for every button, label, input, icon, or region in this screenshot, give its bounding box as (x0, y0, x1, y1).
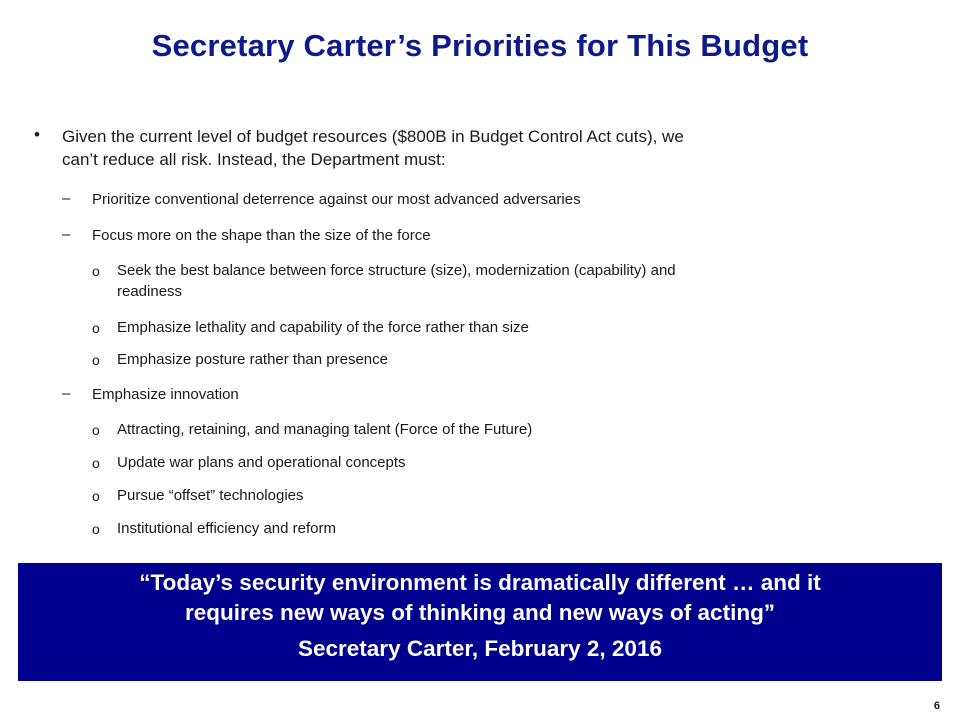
quote-line-2: requires new ways of thinking and new ways of acting” (184, 600, 776, 625)
priority-item: Prioritize conventional deterrence against our most advanced adversaries (92, 191, 581, 208)
intro-bullet (62, 125, 942, 171)
quote-box (18, 563, 942, 681)
circle-marker: o (92, 521, 100, 537)
circle-marker: o (92, 320, 100, 336)
circle-marker: o (92, 422, 100, 438)
circle-marker: o (92, 455, 100, 471)
slide-title: Secretary Carter’s Priorities for This Budget (151, 28, 809, 63)
circle-marker: o (92, 352, 100, 368)
circle-marker: o (92, 263, 100, 279)
sub-item: Pursue “offset” technologies (117, 487, 304, 504)
sub-item: Update war plans and operational concepts (117, 454, 406, 471)
sub-item: Emphasize lethality and capability of the force rather than size (117, 319, 529, 336)
priority-item: Emphasize innovation (92, 386, 239, 403)
sub-item (117, 260, 817, 302)
dash-marker: – (62, 385, 71, 402)
intro-line-1: Given the current level of budget resources ($800B in Budget Control Act cuts), we (62, 127, 684, 146)
priority-item: Focus more on the shape than the size of the force (92, 227, 431, 244)
dash-marker: – (62, 190, 71, 207)
sub-item: Institutional efficiency and reform (117, 520, 337, 537)
quote-line-1: “Today’s security environment is dramatically different … and it (139, 570, 821, 595)
dash-marker: – (62, 226, 71, 243)
circle-marker: o (92, 488, 100, 504)
page-number: 6 (933, 700, 940, 712)
bullet-marker: • (34, 125, 40, 144)
sub-item-line-2: readiness (117, 283, 183, 300)
sub-item: Emphasize posture rather than presence (117, 351, 388, 368)
intro-line-2: can’t reduce all risk. Instead, the Department must: (62, 150, 446, 169)
sub-item: Attracting, retaining, and managing talent (Force of the Future) (117, 421, 533, 438)
quote (18, 563, 942, 628)
sub-item-line-1: Seek the best balance between force structure (size), modernization (capability) and (117, 262, 676, 279)
quote-attribution: Secretary Carter, February 2, 2016 (298, 636, 662, 661)
